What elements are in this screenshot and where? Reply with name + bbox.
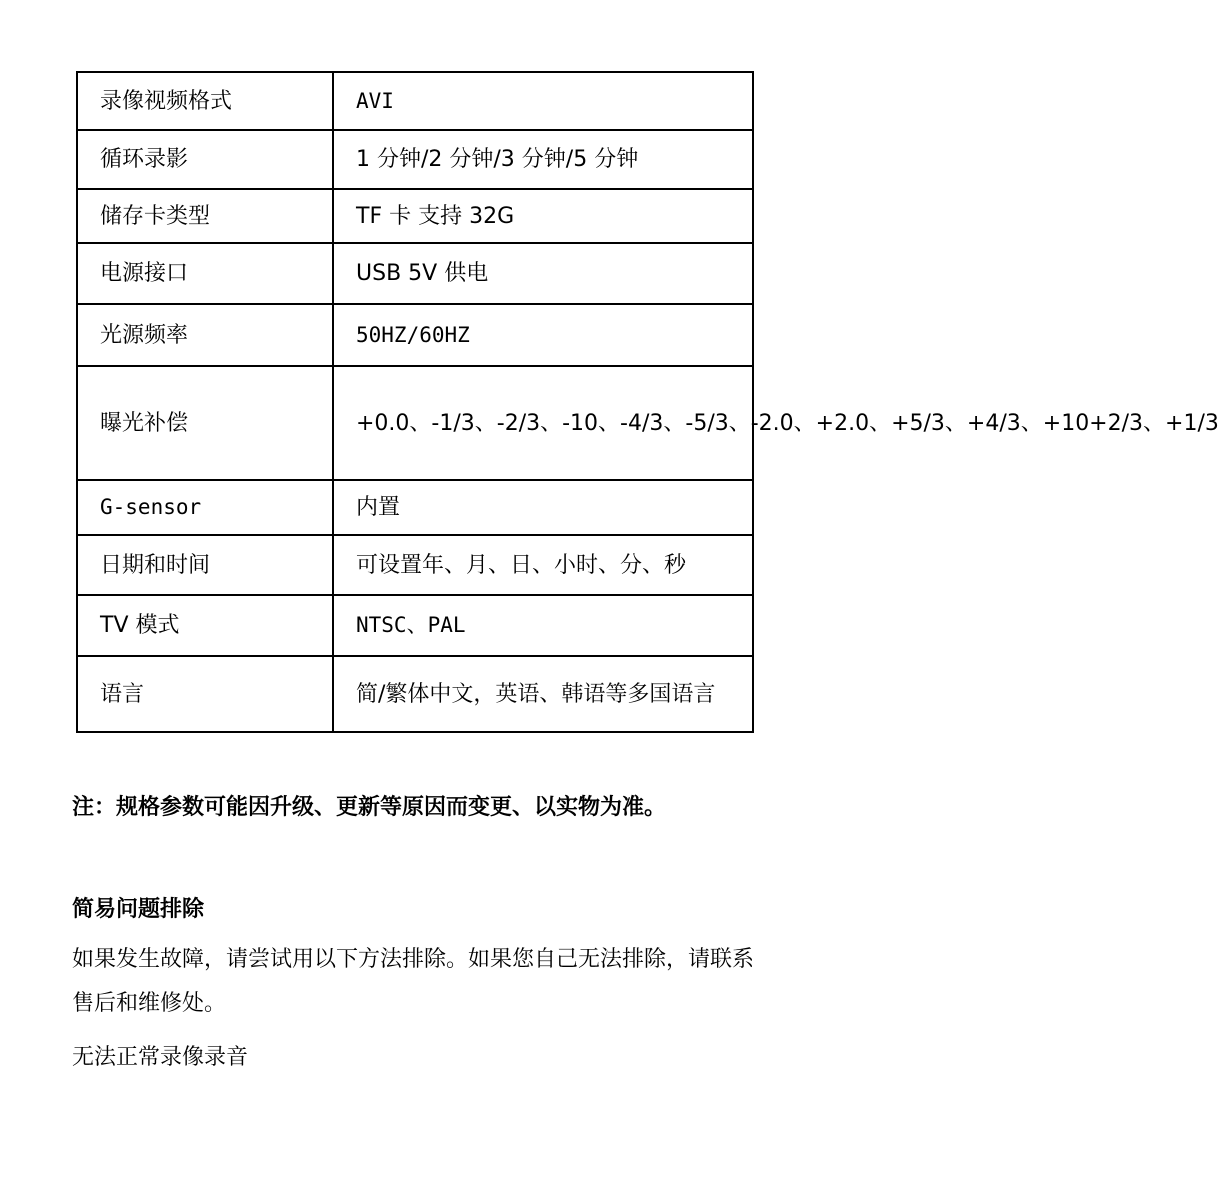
table-row bbox=[77, 130, 753, 189]
spec-label: G-sensor bbox=[77, 480, 333, 535]
table-row bbox=[77, 304, 753, 366]
section-title: 简易问题排除 bbox=[72, 897, 205, 922]
issue-heading: 无法正常录像录音 bbox=[72, 1045, 249, 1070]
spec-label: TV 模式 bbox=[77, 595, 333, 656]
spec-value: 简/繁体中文，英语、韩语等多国语言 bbox=[333, 656, 753, 732]
table-row bbox=[77, 535, 753, 595]
spec-label: 光源频率 bbox=[77, 304, 333, 366]
spec-value: 1 分钟/2 分钟/3 分钟/5 分钟 bbox=[333, 130, 753, 189]
spec-label: 电源接口 bbox=[77, 243, 333, 304]
troubleshooting-intro: 如果发生故障，请尝试用以下方法排除。如果您自己无法排除，请联系售后和维修处。 bbox=[72, 947, 755, 1016]
spec-label: 日期和时间 bbox=[77, 535, 333, 595]
spec-label: 录像视频格式 bbox=[77, 72, 333, 130]
spec-label: 储存卡类型 bbox=[77, 189, 333, 243]
spec-value: +0.0、-1/3、-2/3、-10、-4/3、-5/3、-2.0、+2.0、+5/3、+4/3、+10+2/3、+1/3 bbox=[333, 366, 753, 480]
spec-value: NTSC、PAL bbox=[333, 595, 753, 656]
table-row bbox=[77, 595, 753, 656]
spec-value: TF 卡 支持 32G bbox=[333, 189, 753, 243]
spec-value: 可设置年、月、日、小时、分、秒 bbox=[333, 535, 753, 595]
table-row bbox=[77, 480, 753, 535]
spec-label: 曝光补偿 bbox=[77, 366, 333, 480]
spec-value: 内置 bbox=[333, 480, 753, 535]
spec-label: 语言 bbox=[77, 656, 333, 732]
table-row bbox=[77, 189, 753, 243]
table-row bbox=[77, 72, 753, 130]
table-row bbox=[77, 366, 753, 480]
spec-table bbox=[76, 71, 1219, 733]
spec-label: 循环录影 bbox=[77, 130, 333, 189]
spec-value: USB 5V 供电 bbox=[333, 243, 753, 304]
table-row bbox=[77, 656, 753, 732]
spec-value: 50HZ/60HZ bbox=[333, 304, 753, 366]
spec-value: AVI bbox=[333, 72, 753, 130]
table-row bbox=[77, 243, 753, 304]
spec-note: 注：规格参数可能因升级、更新等原因而变更、以实物为准。 bbox=[72, 795, 667, 820]
